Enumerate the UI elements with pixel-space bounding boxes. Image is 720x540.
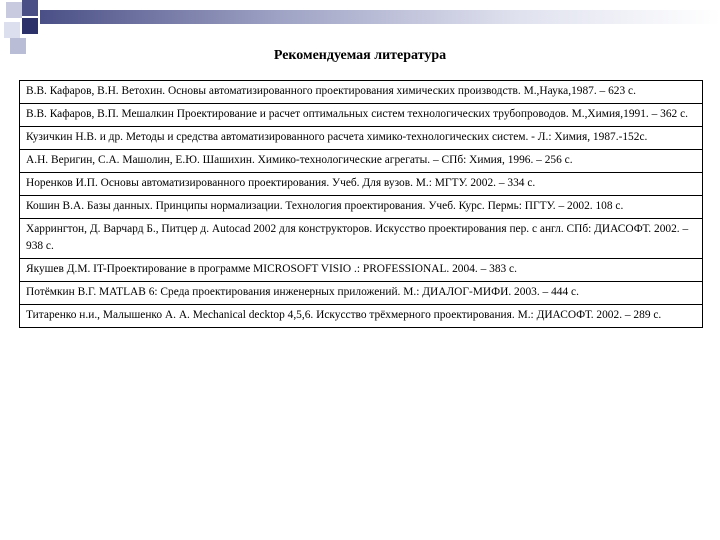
reference-item: Кузичкин Н.В. и др. Методы и средства автоматизированного расчета химико-технологических систем. - Л.: Химия, 1987.-152с.	[20, 127, 702, 150]
reference-item: В.В. Кафаров, В.Н. Ветохин. Основы автоматизированного проектирования химических производств. М.,Наука,1987. – 623 с.	[20, 81, 702, 104]
reference-item: Титаренко н.и., Малышенко А. А. Mechanical decktop 4,5,6. Искусство трёхмерного проектирования. М.: ДИАСОФТ. 2002. – 289 с.	[26, 309, 662, 321]
reference-item: Кошин В.А. Базы данных. Принципы нормализации. Технология проектирования. Учеб. Курс. Пермь: ПГТУ. – 2002. 108 с.	[20, 196, 702, 219]
reference-item: А.Н. Веригин, С.А. Машолин, Е.Ю. Шашихин. Химико-технологические агрегаты. – СПб: Химия, 1996. – 256 с.	[20, 150, 702, 173]
page-title: Рекомендуемая литература	[273, 48, 447, 63]
reference-item: Якушев Д.М. IT-Проектирование в программе MICROSOFT VISIO .: PROFESSIONAL. 2004. – 383 с.	[20, 259, 702, 282]
header-gradient-bar	[40, 10, 720, 24]
reference-item: Харрингтон, Д. Варчард Б., Питцер д. Autocad 2002 для конструкторов. Искусство проектирования пер. с англ. СПб: ДИАСОФТ. 2002. – 938 с.	[20, 219, 702, 259]
decor-square	[4, 22, 20, 38]
decor-square	[22, 18, 38, 34]
reference-item: Потёмкин В.Г. MATLAB 6: Среда проектирования инженерных приложений. М.: ДИАЛОГ-МИФИ. 2003. – 444 с.	[20, 282, 702, 305]
decor-square	[22, 0, 38, 16]
decor-square	[6, 2, 22, 18]
reference-item: В.В. Кафаров, В.П. Мешалкин Проектирование и расчет оптимальных систем технологических трубопроводов. М.,Химия,1991. – 362 с.	[20, 104, 702, 127]
reference-list	[19, 80, 703, 328]
reference-item: Норенков И.П. Основы автоматизированного проектирования. Учеб. Для вузов. М.: МГТУ. 2002. – 334 с.	[20, 173, 702, 196]
